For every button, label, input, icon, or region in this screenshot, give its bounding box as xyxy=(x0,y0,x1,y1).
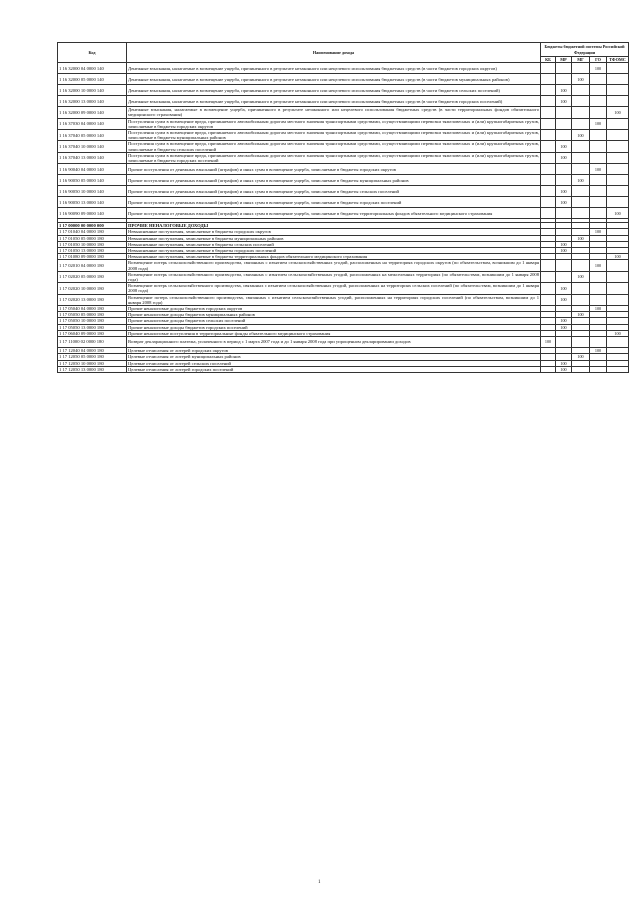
value-cell xyxy=(590,141,607,152)
value-cell xyxy=(541,366,556,372)
code-cell: 1 17 12040 04 0000 180 xyxy=(58,348,127,354)
code-cell: 1 17 01040 04 0000 180 xyxy=(58,229,127,235)
value-cell xyxy=(541,141,556,152)
value-cell: 100 xyxy=(556,85,572,96)
name-cell: Целевые отчисления от лотерей муниципальных районов xyxy=(127,354,541,360)
value-cell xyxy=(607,186,629,197)
code-cell: 1 17 02020 10 0000 180 xyxy=(58,283,127,294)
code-cell: 1 17 02020 05 0000 180 xyxy=(58,271,127,282)
value-cell xyxy=(541,164,556,175)
value-cell xyxy=(607,337,629,348)
value-cell: 100 xyxy=(556,141,572,152)
value-cell xyxy=(572,141,590,152)
name-cell: Невыясненные поступления, зачисляемые в бюджеты городских поселений xyxy=(127,248,541,254)
value-cell xyxy=(572,294,590,305)
value-cell: 100 xyxy=(590,260,607,271)
code-cell: 1 17 01080 09 0000 180 xyxy=(58,254,127,260)
code-cell: 1 16 90050 10 0000 140 xyxy=(58,186,127,197)
value-cell: 100 xyxy=(607,330,629,336)
value-cell: 100 xyxy=(607,254,629,260)
value-cell xyxy=(541,294,556,305)
code-cell: 1 16 32000 10 0000 140 xyxy=(58,85,127,96)
col-header-tfoms: ТФОМС xyxy=(607,57,629,63)
table-row xyxy=(58,63,629,74)
value-cell: 100 xyxy=(556,294,572,305)
value-cell xyxy=(572,260,590,271)
table-row xyxy=(58,96,629,107)
value-cell: 100 xyxy=(556,96,572,107)
col-header-go: ГО xyxy=(590,57,607,63)
value-cell xyxy=(541,152,556,163)
value-cell xyxy=(541,118,556,129)
code-cell: 1 16 90050 05 0000 140 xyxy=(58,175,127,186)
code-cell: 1 16 32000 13 0000 140 xyxy=(58,96,127,107)
code-cell: 1 17 01050 05 0000 180 xyxy=(58,235,127,241)
value-cell xyxy=(572,197,590,208)
table-row xyxy=(58,164,629,175)
value-cell xyxy=(541,271,556,282)
value-cell: 100 xyxy=(556,324,572,330)
value-cell xyxy=(607,164,629,175)
value-cell xyxy=(541,107,556,118)
code-cell: 1 16 37040 13 0000 140 xyxy=(58,152,127,163)
name-cell: Денежные взыскания, налагаемые в возмещение ущерба, причиненного в результате незаконного или нецелевого использования бюджетных средств (в части бюджетов сельских поселений) xyxy=(127,85,541,96)
name-cell: Прочие поступления от денежных взысканий (штрафов) и иных сумм в возмещение ущерба, зачисляемые в бюджеты сельских поселений xyxy=(127,186,541,197)
name-cell: Денежные взыскания, налагаемые в возмещение ущерба, причиненного в результате незаконного или нецелевого использования бюджетных средств (в части бюджетов муниципальных районов) xyxy=(127,74,541,85)
name-cell: Возмещение потерь сельскохозяйственного производства, связанных с изъятием сельскохозяйственных угодий, расположенных на территориях городских поселений (по обязательствам, возникшим до 1 января 2008 года) xyxy=(128,294,539,305)
value-cell xyxy=(590,74,607,85)
value-cell xyxy=(590,175,607,186)
code-cell: 1 17 01050 13 0000 180 xyxy=(58,248,127,254)
value-cell xyxy=(607,74,629,85)
name-cell: Невыясненные поступления, зачисляемые в бюджеты территориальных фондов обязательного медицинского страхования xyxy=(127,254,541,260)
code-cell: 1 16 90090 09 0000 140 xyxy=(58,208,127,219)
code-cell: 1 17 01050 10 0000 180 xyxy=(58,241,127,247)
value-cell xyxy=(590,283,607,294)
value-cell xyxy=(541,186,556,197)
name-cell: Денежные взыскания, налагаемые в возмещение ущерба, причиненного в результате незаконного или нецелевого использования бюджетных средств (в части бюджетов городских округов) xyxy=(127,63,541,74)
value-cell xyxy=(607,366,629,372)
value-cell xyxy=(541,197,556,208)
value-cell xyxy=(556,164,572,175)
value-cell: 100 xyxy=(556,366,572,372)
value-cell xyxy=(572,118,590,129)
value-cell xyxy=(590,130,607,141)
name-cell: Поступления сумм в возмещение вреда, причиняемого автомобильным дорогам местного значения транспортными средствами, осуществляющими перевозки тяжеловесных и (или) крупногабаритных грузов, зачисляемые в бюджеты муниципальных районов xyxy=(128,130,539,141)
value-cell xyxy=(556,63,572,74)
name-cell: Целевые отчисления от лотерей сельских поселений xyxy=(127,360,541,366)
table-row xyxy=(58,197,629,208)
code-cell: 1 16 90050 13 0000 140 xyxy=(58,197,127,208)
value-cell: 100 xyxy=(556,241,572,247)
name-cell: ПРОЧИЕ НЕНАЛОГОВЫЕ ДОХОДЫ xyxy=(127,223,541,229)
value-cell: 100 xyxy=(572,312,590,318)
value-cell xyxy=(607,197,629,208)
value-cell xyxy=(607,260,629,271)
value-cell xyxy=(590,197,607,208)
value-cell xyxy=(541,260,556,271)
value-cell xyxy=(590,271,607,282)
table-row xyxy=(58,294,629,305)
value-cell xyxy=(590,186,607,197)
value-cell xyxy=(572,63,590,74)
value-cell xyxy=(607,141,629,152)
value-cell: 100 xyxy=(607,107,629,118)
name-cell: Возмещение потерь сельскохозяйственного производства, связанных с изъятием сельскохозяйственных угодий, расположенных на территориях городских округов (по обязательствам, возникшим до 1 января 2008 года) xyxy=(128,260,539,271)
table-row xyxy=(58,208,629,219)
value-cell xyxy=(541,130,556,141)
code-cell: 1 16 32000 09 0000 140 xyxy=(58,107,127,118)
table-row xyxy=(58,152,629,163)
value-cell xyxy=(541,63,556,74)
value-cell: 100 xyxy=(556,186,572,197)
name-header: Наименование дохода xyxy=(127,43,541,63)
value-cell: 100 xyxy=(556,318,572,324)
value-cell xyxy=(607,63,629,74)
value-cell: 100 xyxy=(572,271,590,282)
value-cell xyxy=(607,294,629,305)
code-cell: 1 17 12050 13 0000 180 xyxy=(58,366,127,372)
table-row xyxy=(58,175,629,186)
name-cell: Прочие поступления от денежных взысканий (штрафов) и иных сумм в возмещение ущерба, зачисляемые в бюджеты муниципальных районов xyxy=(127,175,541,186)
code-cell: 1 16 32000 05 0000 140 xyxy=(58,74,127,85)
value-cell xyxy=(607,271,629,282)
name-cell: Прочие поступления от денежных взысканий (штрафов) и иных сумм в возмещение ущерба, зачисляемые в бюджеты городских поселений xyxy=(127,197,541,208)
value-cell: 100 xyxy=(556,197,572,208)
value-cell xyxy=(572,337,590,348)
value-cell xyxy=(590,96,607,107)
value-cell xyxy=(572,96,590,107)
name-cell: Невыясненные поступления, зачисляемые в бюджеты муниципальных районов xyxy=(127,235,541,241)
value-cell xyxy=(607,96,629,107)
code-cell: 1 17 05050 13 0000 180 xyxy=(58,324,127,330)
code-cell: 1 17 12050 10 0000 180 xyxy=(58,360,127,366)
value-cell: 100 xyxy=(590,63,607,74)
value-cell xyxy=(541,85,556,96)
value-cell xyxy=(590,152,607,163)
code-cell: 1 17 05050 05 0000 180 xyxy=(58,312,127,318)
col-header-mr: МР xyxy=(556,57,572,63)
value-cell: 100 xyxy=(572,175,590,186)
value-cell xyxy=(572,366,590,372)
value-cell xyxy=(572,164,590,175)
value-cell: 100 xyxy=(572,74,590,85)
code-cell: 1 17 05050 10 0000 180 xyxy=(58,318,127,324)
revenue-classification-table xyxy=(57,42,629,373)
value-cell xyxy=(572,152,590,163)
name-cell: Поступления сумм в возмещение вреда, причиняемого автомобильным дорогам местного значения транспортными средствами, осуществляющими перевозки тяжеловесных и (или) крупногабаритных грузов, зачисляемые в бюджеты сельских поселений xyxy=(128,141,539,152)
value-cell xyxy=(590,107,607,118)
value-cell xyxy=(607,175,629,186)
table-row xyxy=(58,271,629,282)
code-cell: 1 17 05040 04 0000 180 xyxy=(58,306,127,312)
value-cell xyxy=(556,74,572,85)
name-cell: Прочие неналоговые поступления в территориальные фонды обязательного медицинского страхования xyxy=(127,330,541,336)
code-header: Код xyxy=(58,43,127,63)
table-row xyxy=(58,337,629,348)
value-cell xyxy=(572,208,590,219)
value-cell: 100 xyxy=(607,208,629,219)
name-cell: Целевые отчисления от лотерей городских округов xyxy=(127,348,541,354)
code-cell: 1 17 00000 00 0000 000 xyxy=(58,223,127,229)
value-cell: 100 xyxy=(572,130,590,141)
value-cell: 100 xyxy=(556,248,572,254)
col-header-mg: МГ xyxy=(572,57,590,63)
col-header-kb: КБ xyxy=(541,57,556,63)
name-cell: Денежные взыскания, налагаемые в возмещение ущерба, причиненного в результате незаконного или нецелевого использования бюджетных средств (в части территориальных фондов обязательного медицинского страхования) xyxy=(128,107,539,118)
code-cell: 1 17 12050 05 0000 180 xyxy=(58,354,127,360)
value-cell xyxy=(607,130,629,141)
value-cell xyxy=(556,175,572,186)
value-cell xyxy=(541,208,556,219)
table-row xyxy=(58,366,629,372)
table-row xyxy=(58,85,629,96)
value-cell xyxy=(572,186,590,197)
value-cell xyxy=(590,85,607,96)
table-row xyxy=(58,118,629,129)
value-cell xyxy=(607,118,629,129)
value-cell xyxy=(590,294,607,305)
table-row xyxy=(58,186,629,197)
value-cell: 100 xyxy=(590,164,607,175)
value-cell: 100 xyxy=(590,229,607,235)
value-cell xyxy=(556,118,572,129)
code-cell: 1 16 37040 10 0000 140 xyxy=(58,141,127,152)
value-cell: 100 xyxy=(556,360,572,366)
value-cell: 100 xyxy=(556,283,572,294)
name-cell: Возмещение потерь сельскохозяйственного производства, связанных с изъятием сельскохозяйственных угодий, расположенных на территориях сельских поселений (по обязательствам, возникшим до 1 января 2008 года) xyxy=(128,283,539,294)
name-cell: Прочие поступления от денежных взысканий (штрафов) и иных сумм в возмещение ущерба, зачисляемые в бюджеты территориальных фондов обязательного медицинского страхования xyxy=(127,208,541,219)
value-cell xyxy=(541,175,556,186)
name-cell: Поступления сумм в возмещение вреда, причиняемого автомобильным дорогам местного значения транспортными средствами, осуществляющими перевозки тяжеловесных и (или) крупногабаритных грузов, зачисляемые в бюджеты городских поселений xyxy=(128,152,539,164)
value-cell xyxy=(556,107,572,118)
name-cell: Поступления сумм в возмещение вреда, причиняемого автомобильным дорогам местного значения транспортными средствами, осуществляющими перевозки тяжеловесных и (или) крупногабаритных грузов, зачисляемые в бюджеты городских округов xyxy=(128,118,539,129)
value-cell xyxy=(590,208,607,219)
code-cell: 1 17 02010 04 0000 180 xyxy=(58,260,127,271)
value-cell: 100 xyxy=(572,354,590,360)
value-cell xyxy=(541,96,556,107)
name-cell: Прочие неналоговые доходы бюджетов городских поселений xyxy=(127,324,541,330)
value-cell: 100 xyxy=(590,306,607,312)
value-cell xyxy=(590,337,607,348)
name-cell: Прочие неналоговые доходы бюджетов муниципальных районов xyxy=(127,312,541,318)
name-cell: Невыясненные поступления, зачисляемые в бюджеты сельских поселений xyxy=(127,241,541,247)
name-cell: Прочие поступления от денежных взысканий (штрафов) и иных сумм в возмещение ущерба, зачисляемые в бюджеты городских округов xyxy=(127,164,541,175)
code-cell: 1 17 06040 09 0000 180 xyxy=(58,330,127,336)
code-cell: 1 16 32000 04 0000 140 xyxy=(58,63,127,74)
table-row xyxy=(58,74,629,85)
value-cell xyxy=(556,208,572,219)
value-cell xyxy=(541,74,556,85)
value-cell: 100 xyxy=(541,337,556,348)
table-row xyxy=(58,141,629,152)
code-cell: 1 17 02020 13 0000 180 xyxy=(58,294,127,305)
name-cell: Целевые отчисления от лотерей городских поселений xyxy=(127,366,541,372)
table-row xyxy=(58,130,629,141)
value-cell xyxy=(556,130,572,141)
code-cell: 1 16 90040 04 0000 140 xyxy=(58,164,127,175)
name-cell: Прочие неналоговые доходы бюджетов сельских поселений xyxy=(127,318,541,324)
value-cell xyxy=(572,283,590,294)
value-cell xyxy=(607,152,629,163)
table-row xyxy=(58,260,629,271)
value-cell xyxy=(541,283,556,294)
value-cell: 100 xyxy=(556,152,572,163)
value-cell: 100 xyxy=(590,348,607,354)
value-cell: 100 xyxy=(590,118,607,129)
name-cell: Возмещение потерь сельскохозяйственного производства, связанных с изъятием сельскохозяйственных угодий, расположенных на межселенных территориях (по обязательствам, возникшим до 1 января 2008 года) xyxy=(128,271,539,283)
page-number: 1 xyxy=(318,880,321,885)
value-cell xyxy=(556,337,572,348)
budgets-header: Бюджеты бюджетной системы Российской Федерации xyxy=(541,43,629,57)
name-cell: Денежные взыскания, налагаемые в возмещение ущерба, причиненного в результате незаконного или нецелевого использования бюджетных средств (в части бюджетов городских поселений) xyxy=(127,96,541,107)
value-cell: 100 xyxy=(572,235,590,241)
value-cell xyxy=(572,107,590,118)
code-cell: 1 17 11000 02 0000 180 xyxy=(58,337,127,348)
value-cell xyxy=(572,85,590,96)
code-cell: 1 16 37040 05 0000 140 xyxy=(58,130,127,141)
name-cell: Невыясненные поступления, зачисляемые в бюджеты городских округов xyxy=(127,229,541,235)
name-cell: Прочие неналоговые доходы бюджетов городских округов xyxy=(127,306,541,312)
table-row xyxy=(58,107,629,118)
value-cell xyxy=(556,260,572,271)
value-cell xyxy=(590,366,607,372)
name-cell: Возврат декларационного платежа, уплаченного в период с 1 марта 2007 года и до 1 января 2008 года при упрощенном декларировании доходов xyxy=(127,337,541,348)
table-row xyxy=(58,283,629,294)
code-cell: 1 16 37030 04 0000 140 xyxy=(58,118,127,129)
value-cell xyxy=(556,271,572,282)
value-cell xyxy=(607,283,629,294)
value-cell xyxy=(607,85,629,96)
